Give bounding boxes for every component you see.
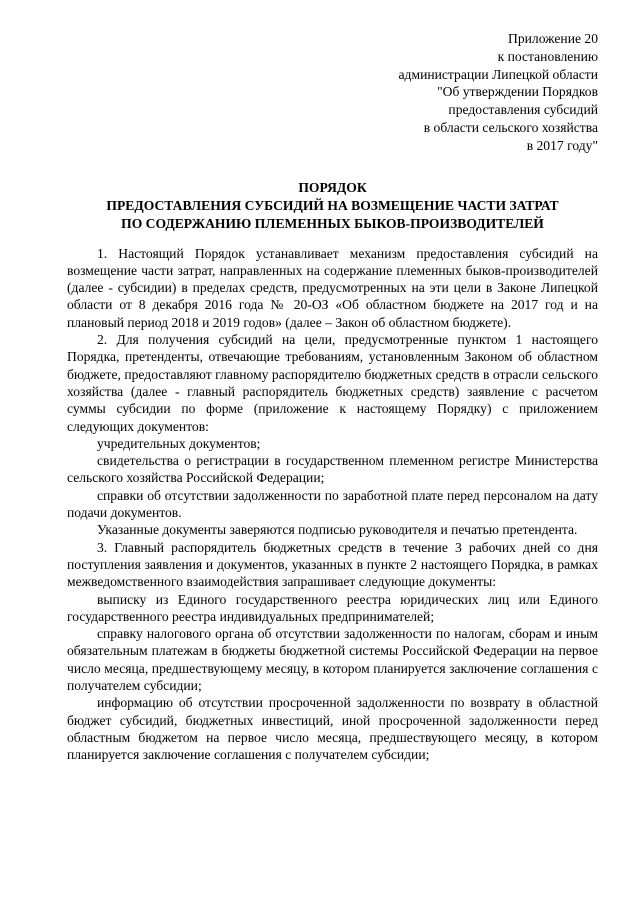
annex-line: администрации Липецкой области (398, 66, 598, 82)
list-item: свидетельства о регистрации в государственном племенном регистре Министерства сельского хозяйства Российской Федерации; (67, 453, 598, 486)
document-title (67, 179, 598, 233)
annex-line: к постановлению (497, 48, 598, 64)
list-item: справки об отсутствии задолженности по заработной плате перед персоналом на дату подачи документов. (67, 487, 598, 521)
annex-line: предоставления субсидий (448, 102, 598, 118)
document-body (67, 245, 598, 764)
annex-line: в 2017 году" (526, 137, 598, 153)
title-line: ПО СОДЕРЖАНИЮ ПЛЕМЕННЫХ БЫКОВ-ПРОИЗВОДИТЕЛЕЙ (121, 215, 544, 231)
paragraph-note: Указанные документы заверяются подписью руководителя и печатью претендента. (97, 522, 578, 538)
paragraph-1: 1. Настоящий Порядок устанавливает механизм предоставления субсидий на возмещение части затрат, направленных на содержание племенных быков-производителей (далее - субсидии) в пределах средств, предусмотренных на эти цели в Законе Липецкой области от 8 декабря 2016 года № 20-ОЗ «Об областном бюджете на 2017 год и на плановый период 2018 и 2019 годов» (далее – Закон об областном бюджете). (67, 245, 598, 330)
annex-line: в области сельского хозяйства (423, 119, 598, 135)
paragraph-3: 3. Главный распорядитель бюджетных средств в течение 3 рабочих дней со дня поступления заявления и документов, указанных в пункте 2 настоящего Порядка, в рамках межведомственного взаимодействия запрашивает следующие документы: (67, 539, 598, 590)
list-item: выписку из Единого государственного реестра юридических лиц или Единого государственного реестра индивидуальных предпринимателей; (67, 591, 598, 624)
list-item: информацию об отсутствии просроченной задолженности по возврату в областной бюджет субсидий, бюджетных инвестиций, иной просроченной задолженности перед областным бюджетом на первое число месяца, предшествующего месяцу, в котором планируется заключение соглашения с получателем субсидии; (67, 695, 598, 763)
title-line: ПРЕДОСТАВЛЕНИЯ СУБСИДИЙ НА ВОЗМЕЩЕНИЕ ЧАСТИ ЗАТРАТ (106, 197, 559, 213)
annex-line: "Об утверждении Порядков (437, 84, 598, 100)
list-item: учредительных документов; (97, 435, 261, 451)
paragraph-2: 2. Для получения субсидий на цели, предусмотренные пунктом 1 настоящего Порядка, претенденты, отвечающие требованиям, установленным Законом об областном бюджете, предоставляют главному распорядителю бюджетных средств в отрасли сельского хозяйства (далее - главный распорядитель бюджетных средств) заявление с расчетом суммы субсидии по форме (приложение к настоящему Порядку) с приложением следующих документов: (67, 332, 598, 434)
annex-block (67, 30, 598, 155)
title-line: ПОРЯДОК (298, 179, 367, 195)
list-item: справку налогового органа об отсутствии задолженности по налогам, сборам и иным обязательным платежам в бюджеты бюджетной системы Российской Федерации на первое число месяца, предшествующему месяцу, в котором планируется заключение соглашения с получателем субсидии; (67, 626, 598, 693)
annex-line: Приложение 20 (508, 31, 598, 46)
